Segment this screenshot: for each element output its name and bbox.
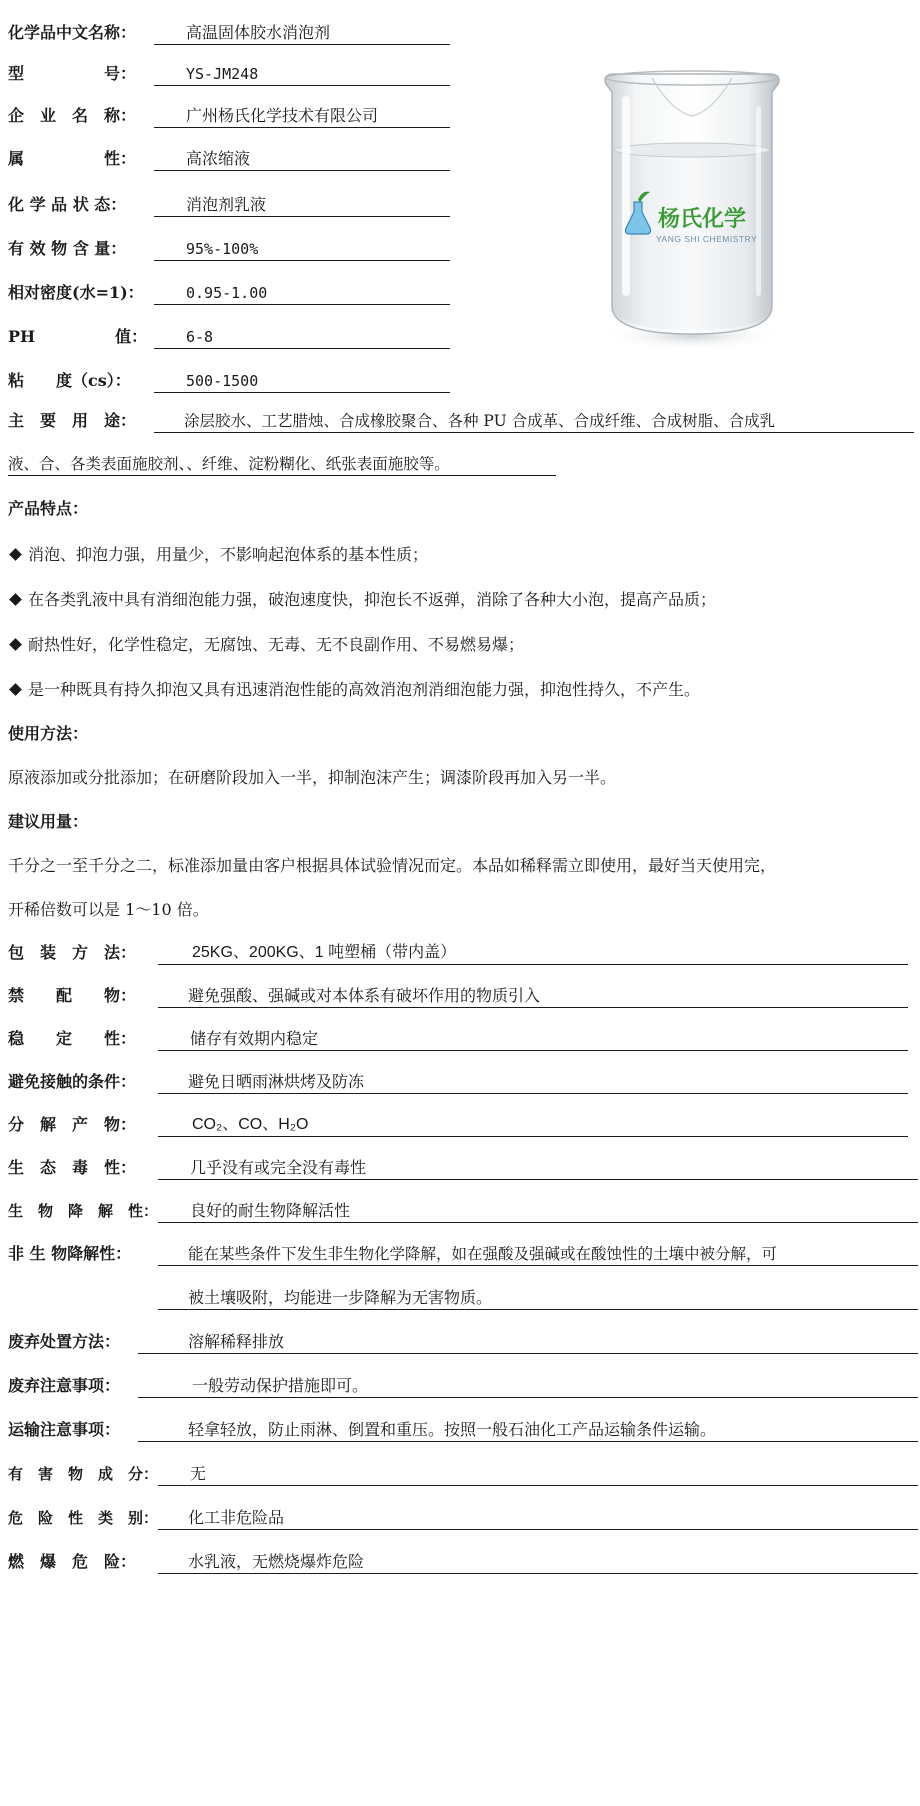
feature-item: 消泡、抑泡力强，用量少，不影响起泡体系的基本性质；: [8, 542, 428, 568]
field-value: YS-JM248: [186, 65, 259, 83]
field-value: 0.95-1.00: [186, 284, 268, 302]
field-packaging: [8, 940, 920, 966]
field-label: 有 害 物 成 分：: [8, 1465, 159, 1483]
field-company: [8, 103, 448, 129]
diamond-bullet-icon: [9, 548, 22, 561]
field-decomposition: [8, 1112, 920, 1138]
usage-heading: 使用方法：: [8, 724, 89, 743]
field-value: CO₂、CO、H₂O: [192, 1116, 309, 1133]
field-value: 良好的耐生物降解活性: [190, 1201, 351, 1220]
beaker-icon: [592, 66, 792, 356]
field-nonbio-degradability: [8, 1241, 920, 1267]
field-label: 稳 定 性：: [8, 1029, 137, 1048]
field-label: 型 号：: [8, 64, 137, 83]
field-value: 储存有效期内稳定: [190, 1029, 319, 1048]
field-label: 燃 爆 危 险：: [8, 1552, 137, 1571]
field-value: 避免日晒雨淋烘烤及防冻: [188, 1072, 365, 1091]
field-hazard-class: [8, 1505, 920, 1531]
field-label: 主 要 用 途：: [8, 411, 137, 430]
field-content: [8, 236, 448, 262]
field-value: 高温固体胶水消泡剂: [186, 23, 331, 42]
field-label: 废弃注意事项：: [8, 1376, 121, 1395]
field-value: 避免强酸、强碱或对本体系有破坏作用的物质引入: [188, 986, 541, 1005]
field-value: 25KG、200KG、1 吨塑桶（带内盖）: [192, 944, 457, 961]
field-label: 避免接触的条件：: [8, 1072, 137, 1091]
field-value: 轻拿轻放，防止雨淋、倒置和重压。按照一般石油化工产品运输条件运输。: [188, 1420, 717, 1439]
field-label: 废弃处置方法：: [8, 1332, 121, 1351]
field-label: 企 业 名 称：: [8, 106, 137, 125]
diamond-bullet-icon: [9, 683, 22, 696]
field-ph: [8, 324, 448, 350]
field-value: 液、合、各类表面施胶剂、、纤维、淀粉糊化、纸张表面施胶等。: [8, 455, 450, 473]
field-main-use-cont: [8, 451, 568, 477]
field-label: 危 险 性 类 别：: [8, 1509, 159, 1527]
field-incompatible: [8, 983, 920, 1009]
field-value: 广州杨氏化学技术有限公司: [186, 106, 379, 125]
field-value: 几乎没有或完全没有毒性: [190, 1158, 367, 1177]
field-label: 分 解 产 物：: [8, 1115, 137, 1134]
field-value: 化工非危险品: [188, 1508, 285, 1527]
diamond-bullet-icon: [9, 593, 22, 606]
field-value: 能在某些条件下发生非生物化学降解，如在强酸及强碱或在酸蚀性的土壤中被分解，可: [188, 1245, 778, 1263]
field-label: 生 物 降 解 性：: [8, 1202, 159, 1220]
field-density: [8, 280, 448, 306]
field-label: 相对密度(水=1)：: [8, 283, 144, 302]
field-label: 粘 度（cs）：: [8, 371, 131, 390]
field-biodegradability: [8, 1198, 920, 1224]
field-label: 包 装 方 法：: [8, 943, 137, 962]
feature-item: 在各类乳液中具有消细泡能力强，破泡速度快，抑泡长不返弹，消除了各种大小泡，提高产品质；: [8, 587, 716, 613]
dosage-text-2: 开稀倍数可以是 1～10 倍。: [8, 900, 209, 919]
field-main-use: [8, 408, 920, 434]
field-value: 一般劳动保护措施即可。: [192, 1376, 369, 1395]
field-value: 水乳液，无燃烧爆炸危险: [188, 1552, 365, 1571]
field-label: 化学品中文名称：: [8, 23, 137, 42]
field-label: 运输注意事项：: [8, 1420, 121, 1439]
field-label: 生 态 毒 性：: [8, 1158, 137, 1177]
field-value: 95%-100%: [186, 240, 259, 258]
field-value: 溶解稀释排放: [188, 1332, 285, 1351]
field-explosion-hazard: [8, 1549, 920, 1575]
field-state: [8, 192, 448, 218]
feature-item: 耐热性好，化学性稳定，无腐蚀、无毒、无不良副作用、不易燃易爆；: [8, 632, 524, 658]
field-disposal-notes: [8, 1373, 920, 1399]
field-value: 无: [190, 1464, 207, 1483]
field-disposal-method: [8, 1329, 920, 1355]
diamond-bullet-icon: [9, 638, 22, 651]
field-hazardous-components: [8, 1461, 920, 1487]
field-avoid-conditions: [8, 1069, 920, 1095]
field-value: 被土壤吸附，均能进一步降解为无害物质。: [188, 1288, 493, 1307]
field-value: 消泡剂乳液: [186, 195, 267, 214]
field-label: 化 学 品 状 态：: [8, 195, 127, 214]
field-value: 6-8: [186, 328, 214, 346]
field-nonbio-cont: [8, 1285, 920, 1311]
field-transport-notes: [8, 1417, 920, 1443]
field-label: 有 效 物 含 量：: [8, 239, 127, 258]
field-value: 高浓缩液: [186, 149, 251, 168]
dosage-text-1: 千分之一至千分之二，标准添加量由客户根据具体试验情况而定。本品如稀释需立即使用，最好当天使用完，: [8, 856, 777, 875]
field-stability: [8, 1026, 920, 1052]
field-ecotoxicity: [8, 1155, 920, 1181]
field-chem-name: [8, 20, 448, 46]
features-heading: 产品特点：: [8, 499, 89, 518]
underline: [158, 1485, 918, 1486]
field-label: PH 值：: [8, 327, 148, 346]
feature-item: 是一种既具有持久抑泡又具有迅速消泡性能的高效消泡剂消细泡能力强，抑泡性持久，不产生。: [8, 677, 700, 703]
field-label: 禁 配 物：: [8, 986, 137, 1005]
usage-text: 原液添加或分批添加；在研磨阶段加入一半，抑制泡沫产生；调漆阶段再加入另一半。: [8, 768, 617, 787]
product-image: [592, 66, 792, 356]
field-property: [8, 146, 448, 172]
field-label: 属 性：: [8, 149, 137, 168]
dosage-heading: 建议用量：: [8, 812, 89, 831]
logo-text: 杨氏化学: [658, 206, 747, 231]
field-label: 非 生 物降解性：: [8, 1244, 132, 1263]
field-value: 涂层胶水、工艺腊烛、合成橡胶聚合、各种 PU 合成革、合成纤维、合成树脂、合成乳: [184, 412, 776, 430]
field-viscosity: [8, 368, 448, 394]
field-value: 500-1500: [186, 372, 259, 390]
field-model: [8, 61, 448, 87]
logo-subtext: YANG SHI CHEMISTRY: [656, 234, 758, 244]
